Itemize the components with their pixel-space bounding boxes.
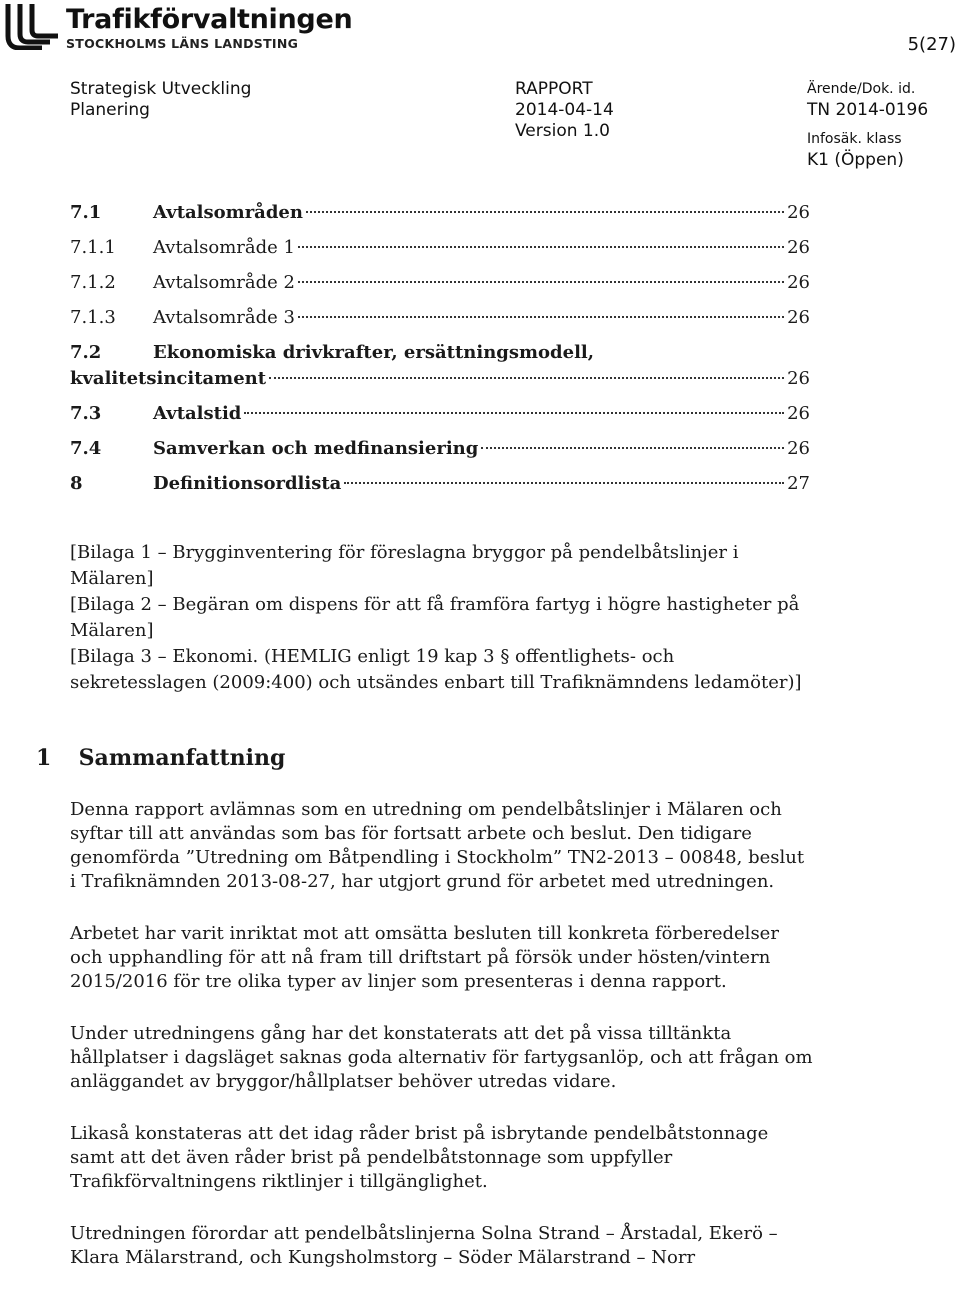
toc-leader <box>481 447 784 449</box>
meta-document <box>515 79 614 142</box>
document-type: RAPPORT <box>515 79 593 99</box>
document-version: Version 1.0 <box>515 121 610 141</box>
org-subtitle: STOCKHOLMS LÄNS LANDSTING <box>66 36 299 51</box>
toc-number: 7.1.1 <box>70 237 116 258</box>
page-number: 5(27) <box>907 34 956 55</box>
document-date: 2014-04-14 <box>515 100 614 120</box>
toc-entry[interactable] <box>70 438 810 473</box>
toc-number: 7.1.3 <box>70 307 116 328</box>
toc-page: 27 <box>787 473 810 494</box>
security-label: Infosäk. klass <box>807 131 902 147</box>
toc-leader <box>298 281 784 283</box>
org-name: Trafikförvaltningen <box>66 4 353 35</box>
toc-page: 26 <box>787 202 810 223</box>
toc-entry[interactable] <box>70 403 810 438</box>
toc-number: 7.2 <box>70 342 102 363</box>
appendix-item: [Bilaga 3 – Ekonomi. (HEMLIG enligt 19 kap 3 § offentlighets- och sekretesslagen (2009:400) och utsändes enbart till Trafiknämndens ledamöter)] <box>70 646 802 693</box>
toc-page: 26 <box>787 403 810 424</box>
toc-leader <box>344 482 784 484</box>
paragraph: Arbetet har varit inriktat mot att omsätta besluten till konkreta förberedelser och upphandling för att nå fram till driftstart på försök under hösten/vintern 2015/2016 för tre olika typer av linjer som presenteras i denna rapport. <box>70 923 779 992</box>
toc-number: 7.3 <box>70 403 102 424</box>
toc-title: Avtalsområde 2 <box>153 272 295 293</box>
toc-title: Ekonomiska drivkrafter, ersättningsmodell, <box>153 342 595 363</box>
toc-title: Avtalstid <box>153 403 242 424</box>
toc-number: 7.1 <box>70 202 102 223</box>
toc-entry-continued[interactable] <box>70 368 810 403</box>
toc-page: 26 <box>787 237 810 258</box>
meta-case <box>807 79 928 171</box>
department-line-1: Strategisk Utveckling <box>70 79 252 99</box>
paragraph: Denna rapport avlämnas som en utredning om pendelbåtslinjer i Mälaren och syftar till att användas som bas för fortsatt arbete och beslut. Den tidigare genomförda ”Utredning om Båtpendling i Stockholm” TN2-2013 – 00848, beslut i Trafiknämnden 2013-08-27, har utgjort grund för arbetet med utredningen. <box>70 799 805 892</box>
toc-entry[interactable] <box>70 202 810 237</box>
toc-page: 26 <box>787 368 810 389</box>
section-heading <box>36 745 285 771</box>
logo-mark-icon <box>2 2 62 50</box>
toc-number: 8 <box>70 473 83 494</box>
toc-entry[interactable] <box>70 307 810 342</box>
toc-number: 7.1.2 <box>70 272 116 293</box>
meta-department <box>70 79 251 121</box>
toc-leader <box>298 246 784 248</box>
table-of-contents <box>70 202 810 508</box>
appendix-item: [Bilaga 1 – Brygginventering för föreslagna bryggor på pendelbåtslinjer i Mälaren] <box>70 542 739 589</box>
case-label: Ärende/Dok. id. <box>807 81 916 97</box>
toc-page: 26 <box>787 438 810 459</box>
toc-number: 7.4 <box>70 438 102 459</box>
section-title: Sammanfattning <box>78 745 286 771</box>
org-logo <box>0 0 353 52</box>
toc-page: 26 <box>787 272 810 293</box>
section-body <box>70 798 815 1298</box>
toc-title: Avtalsområde 3 <box>153 307 295 328</box>
appendix-list <box>70 540 810 696</box>
toc-leader <box>269 377 784 379</box>
toc-title: Samverkan och medfinansiering <box>153 438 479 459</box>
paragraph: Likaså konstateras att det idag råder brist på isbrytande pendelbåtstonnage samt att det även råder brist på pendelbåtstonnage som uppfyller Trafikförvaltningens riktlinjer i tillgänglighet. <box>70 1123 769 1192</box>
toc-leader <box>298 316 784 318</box>
toc-entry[interactable] <box>70 237 810 272</box>
department-line-2: Planering <box>70 100 150 120</box>
security-class: K1 (Öppen) <box>807 150 904 170</box>
toc-leader <box>244 412 784 414</box>
section-number: 1 <box>36 745 52 771</box>
toc-page: 26 <box>787 307 810 328</box>
toc-title: Avtalsområde 1 <box>153 237 295 258</box>
toc-entry[interactable] <box>70 473 810 508</box>
toc-leader <box>306 211 784 213</box>
case-id: TN 2014-0196 <box>807 100 929 120</box>
appendix-item: [Bilaga 2 – Begäran om dispens för att få framföra fartyg i högre hastigheter på Mälaren] <box>70 594 800 641</box>
toc-entry[interactable] <box>70 342 810 368</box>
toc-title-continued: kvalitetsincitament <box>70 368 267 389</box>
toc-title: Definitionsordlista <box>153 473 342 494</box>
toc-title: Avtalsområden <box>153 202 303 223</box>
toc-entry[interactable] <box>70 272 810 307</box>
paragraph: Utredningen förordar att pendelbåtslinjerna Solna Strand – Årstadal, Ekerö – Klara Mälarstrand, och Kungsholmstorg – Söder Mälarstrand – Norr <box>70 1223 778 1268</box>
paragraph: Under utredningens gång har det konstaterats att det på vissa tilltänkta hållplatser i dagsläget saknas goda alternativ för fartygsanlöp, och att frågan om anläggandet av bryggor/hållplatser behöver utredas vidare. <box>70 1023 813 1092</box>
